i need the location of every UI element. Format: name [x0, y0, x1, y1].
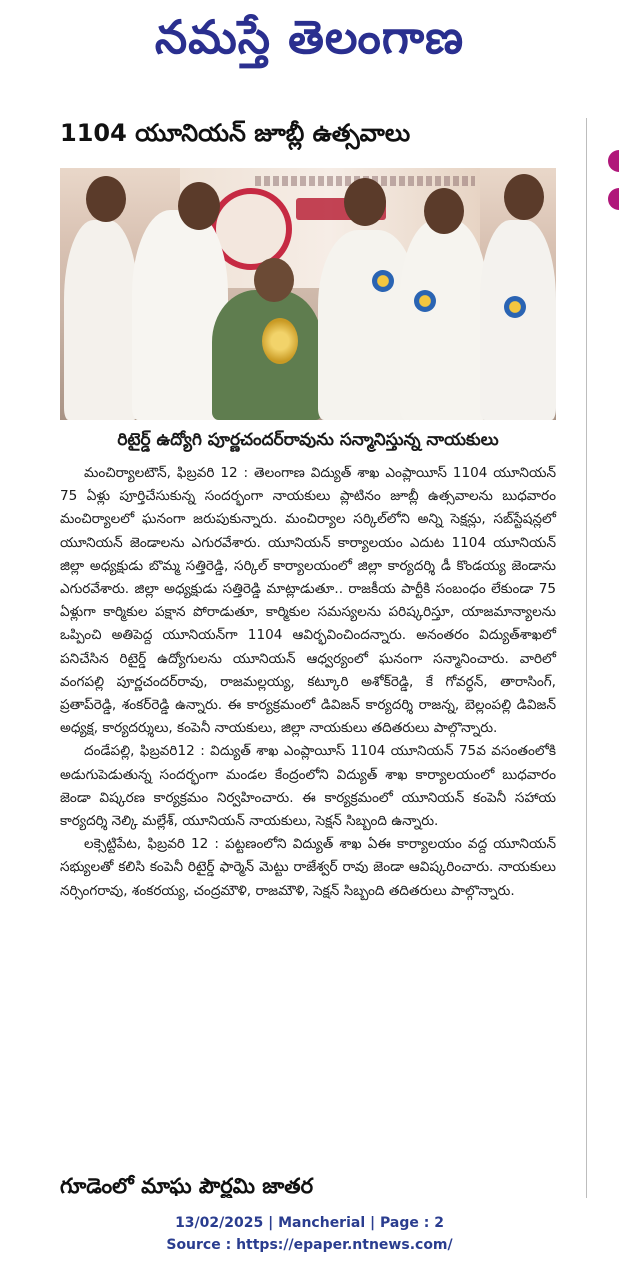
footer-date-edition: 13/02/2025 | Mancherial | Page : 2 [175, 1215, 444, 1231]
photo-caption: రిటైర్డ్ ఉద్యోగి పూర్ణచందర్‌రావును సన్మానిస్తున్న నాయకులు [117, 430, 499, 450]
adjacent-ad-fragment [604, 150, 619, 220]
rosette-badge [504, 296, 526, 318]
column-divider [586, 118, 587, 1198]
ad-circle-icon [608, 188, 619, 210]
person-head [344, 178, 386, 226]
person-head [504, 174, 544, 220]
rosette-badge [414, 290, 436, 312]
article-paragraph: లక్సెట్టిపేట, ఫిబ్రవరి 12 : పట్టణంలోని విద్యుత్ శాఖ ఏఈ కార్యాలయం వద్ద యూనియన్ సభ్యులతో కలిసి కంపెనీ రిటైర్డ్ ఫార్మెన్ మెట్టు రాజేశ్వర్ రావు జెండా ఆవిష్కరించారు. నాయకులు నర్సింగరావు, శంకరయ్య, చంద్రమౌళి, రాజమౌళి, సెక్షన్ సిబ్బంది తదితరులు పాల్గొన్నారు. [60, 836, 556, 899]
person-figure [400, 220, 488, 420]
person-figure [64, 220, 138, 420]
next-article-headline: గూడెంలో మాఘ పౌర్ణమి జాతర [60, 1174, 314, 1198]
person-head [424, 188, 464, 234]
article-paragraph: దండేపల్లి, ఫిబ్రవరి12 : విద్యుత్ శాఖ ఎంప్లాయీస్ 1104 యూనియన్ 75వ వసంతంలోకి అడుగుపెడుతున్న సందర్భంగా మండల కేంద్రంలోని విద్యుత్ శాఖ కార్యాలయంలో బుధవారం జెండా విష్కరణ కార్యక్రమం నిర్వహించారు. ఈ కార్యక్రమంలో యూనియన్ కంపెనీ సహాయ కార్యదర్శి నెల్కి మల్లేశ్, యూనియన్ నాయకులు, సెక్షన్ సిబ్బంది ఉన్నారు. [60, 743, 556, 830]
page-footer [0, 1212, 619, 1256]
person-head [86, 176, 126, 222]
person-head [178, 182, 220, 230]
person-head [254, 258, 294, 302]
article-body [60, 462, 556, 903]
newspaper-masthead [0, 0, 619, 78]
article-paragraph: మంచిర్యాలటౌన్, ఫిబ్రవరి 12 : తెలంగాణ విద్యుత్ శాఖ ఎంప్లాయీస్ 1104 యూనియన్ 75 ఏళ్లు పూర్తిచేసుకున్న సందర్భంగా నాయకులు ప్లాటినం జూబ్లీ ఉత్సవాలను బుధవారం మంచిర్యాలలో ఘనంగా జరుపుకున్నారు. మంచిర్యాల సర్కిల్‌లోని అన్ని సెక్షన్లు, సబ్‌స్టేషన్లలో యూనియన్ జెండాలను ఎగురవేశారు. యూనియన్ కార్యాలయం ఎదుట 1104 యూనియన్ జిల్లా అధ్యక్షుడు బొమ్మ సత్తిరెడ్డి, సర్కిల్ కార్యాలయంలో జిల్లా కార్యదర్శి డీ కొండయ్య జెండాను ఎగురవేశారు. జిల్లా అధ్యక్షుడు సత్తిరెడ్డి మాట్లాడుతూ.. రాజకీయ పార్టీకి సంబంధం లేకుండా 75 ఏళ్లుగా కార్మికుల పక్షాన పోరాడుతూ, కార్మికుల సమస్యలను పరిష్కరిస్తూ, యాజమాన్యాలను ఒప్పించి అతిపెద్ద యూనియన్‌గా 1104 ఆవిర్భవించిందన్నారు. అనంతరం విద్యుత్‌శాఖలో పనిచేసిన రిటైర్డ్ ఉద్యోగులను యూనియన్ ఆధ్వర్యంలో ఘనంగా సన్మానించారు. వారిలో వంగపల్లి పూర్ణచందర్‌రావు, రాజమల్లయ్య, కట్కూరి అశోక్‌రెడ్డి, కే గోవర్ధన్, తారాసింగ్, ప్రతాప్‌రెడ్డి, శంకర్‌రెడ్డి ఉన్నారు. ఈ కార్యక్రమంలో డివిజన్ కార్యదర్శి రాజన్న, బెల్లంపల్లి డివిజన్ అధ్యక్ష, కార్యదర్శులు, కంపెనీ నాయకులు, జిల్లా నాయకులు తదితరులు పాల్గొన్నారు. [60, 465, 556, 737]
person-figure [480, 220, 556, 420]
memento-plaque [262, 318, 298, 364]
rosette-badge [372, 270, 394, 292]
article-headline: 1104 యూనియన్ జూబ్లీ ఉత్సవాలు [60, 119, 411, 147]
article-photo [60, 168, 556, 420]
ad-circle-icon [608, 150, 619, 172]
footer-source: Source : https://epaper.ntnews.com/ [166, 1237, 453, 1253]
masthead-title: నమస్తే తెలంగాణ [154, 10, 465, 64]
